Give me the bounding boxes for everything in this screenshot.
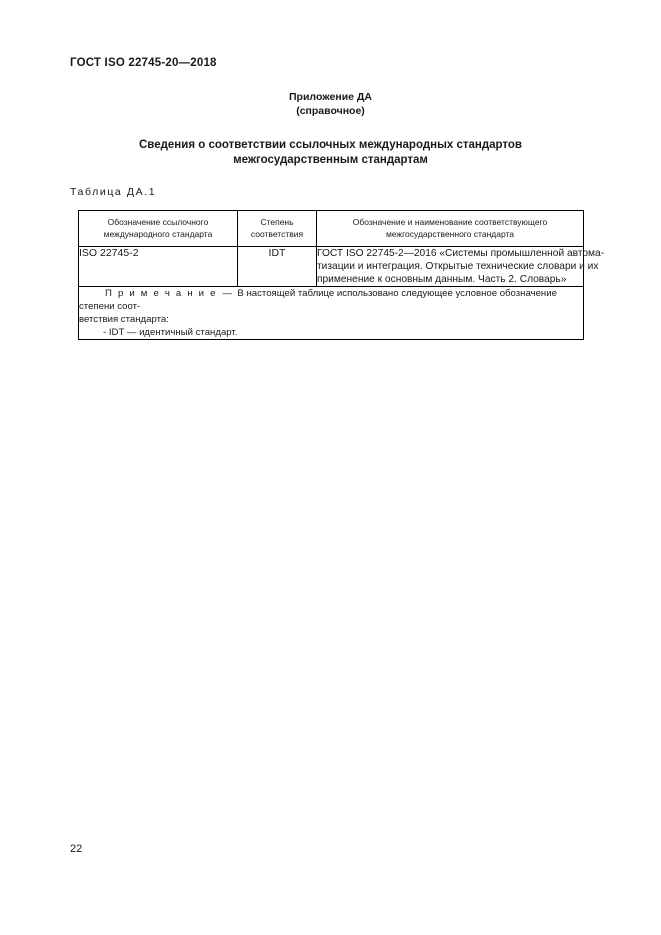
table-row — [79, 247, 584, 287]
cell-corresponding-standard-line-3: применение к основным данным. Часть 2. Словарь» — [317, 274, 567, 285]
table-note-first-line — [79, 287, 583, 313]
cell-conformity-degree: IDT — [238, 247, 317, 287]
annex-title-line-1: Сведения о соответствии ссылочных международных стандартов — [138, 139, 522, 151]
annex-title — [0, 138, 661, 168]
column-header-reference-standard-line-2: международного стандарта — [103, 229, 213, 239]
table-note-dash: — — [222, 288, 233, 299]
column-header-conformity-degree-line-2: соответствия — [250, 229, 304, 239]
column-header-conformity-degree-line-1: Степень — [260, 217, 294, 227]
running-header: ГОСТ ISO 22745-20—2018 — [70, 57, 217, 69]
cell-corresponding-standard-line-1: ГОСТ ISO 22745-2—2016 «Системы промышленной автома- — [317, 248, 605, 259]
annex-name: Приложение ДА — [289, 91, 372, 103]
column-header-corresponding-standard-line-1: Обозначение и наименование соответствующего — [352, 217, 548, 227]
cell-reference-standard: ISO 22745-2 — [79, 247, 238, 287]
cell-corresponding-standard-line-2: тизации и интеграция. Открытые технические словари и их — [317, 261, 599, 272]
column-header-reference-standard-line-1: Обозначение ссылочного — [107, 217, 209, 227]
page-number: 22 — [70, 843, 83, 855]
table-note-label: П р и м е ч а н и е — [105, 288, 218, 299]
column-header-conformity-degree — [238, 211, 317, 247]
table-header-row — [79, 211, 584, 247]
table-note-line-3: - IDT — идентичный стандарт. — [103, 327, 238, 338]
annex-heading-block — [0, 90, 661, 118]
column-header-corresponding-standard — [317, 211, 584, 247]
table-caption: Таблица ДА.1 — [70, 186, 157, 198]
annex-kind: (справочное) — [296, 105, 365, 117]
column-header-corresponding-standard-line-2: межгосударственного стандарта — [385, 229, 515, 239]
table-note-line-2: ветствия стандарта: — [79, 314, 169, 325]
table-note — [79, 287, 584, 340]
column-header-reference-standard — [79, 211, 238, 247]
reference-standards-table — [78, 210, 605, 340]
annex-title-line-2: межгосударственным стандартам — [233, 154, 428, 166]
cell-corresponding-standard — [317, 247, 605, 287]
table-note-row — [79, 287, 584, 340]
table-note-line-1: В настоящей таблице использовано следующее условное обозначение степени соот- — [79, 288, 557, 312]
